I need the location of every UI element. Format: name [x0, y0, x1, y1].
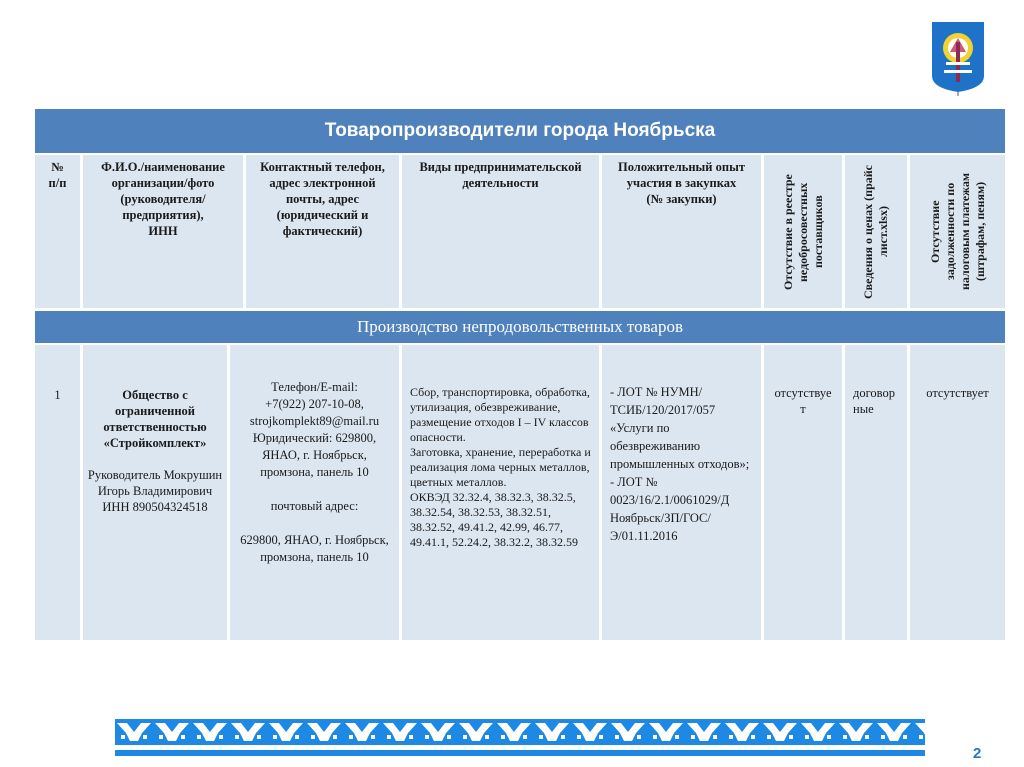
header-tax-debt	[910, 155, 1005, 308]
header-activities: Виды предпринимательской деятельности	[402, 155, 599, 308]
ornament-border	[115, 719, 925, 757]
header-tax-debt-text: Отсутствие задолженности по налоговым платежам (штрафам, пеням)	[927, 172, 987, 291]
header-registry	[764, 155, 842, 308]
row-number: 1	[35, 345, 80, 640]
section-title: Производство непродовольственных товаров	[35, 311, 1005, 343]
org-details: Руководитель Мокрушин Игорь Владимирович ИНН 890504324518	[87, 468, 223, 514]
row-registry: отсутствует	[764, 345, 842, 640]
header-organization: Ф.И.О./наименование организации/фото (руководителя/предприятия), ИНН	[83, 155, 243, 308]
row-procurement: - ЛОТ № НУМН/ТСИБ/120/2017/057 «Услуги по обезвреживанию промышленных отходов»; - ЛОТ № 0023/16/2.1/0061029/Д Ноябрьск/ЗП/ГОС/Э/01.11.2016	[602, 345, 761, 640]
row-prices: договорные	[845, 345, 907, 640]
header-procurement: Положительный опыт участия в закупках (№ закупки)	[602, 155, 761, 308]
header-prices	[845, 155, 907, 308]
org-name: Общество с ограниченной ответственностью «Стройкомплект»	[103, 388, 207, 450]
header-prices-text: Сведения о ценах (прайс лист.xlsx)	[861, 164, 890, 299]
row-activities: Сбор, транспортировка, обработка, утилизация, обезвреживание, размещение отходов I – IV классов опасности. Заготовка, хранение, переработка и реализация лома черных металлов, цветных металлов. ОКВЭД 32.32.4, 38.32.3, 38.32.5, 38.32.54, 38.32.53, 38.32.51, 38.32.52, 49.41.2, 42.99, 46.77, 49.41.1, 52.24.2, 38.32.2, 38.32.59	[402, 345, 599, 640]
row-contacts: Телефон/E-mail: +7(922) 207-10-08, strojkomplekt89@mail.ru Юридический: 629800, ЯНАО, г. Ноябрьск, промзона, панель 10 почтовый адрес: 629800, ЯНАО, г. Ноябрьск, промзона, панель 10	[230, 345, 399, 640]
page-number: 2	[973, 745, 982, 762]
header-contacts: Контактный телефон, адрес электронной почты, адрес (юридический и фактический)	[246, 155, 399, 308]
table-header-row	[35, 155, 1005, 308]
header-number: № п/п	[35, 155, 80, 308]
table-row	[35, 345, 1005, 640]
header-registry-text: Отсутствие в реестре недобросовестных поставщиков	[780, 173, 825, 290]
coat-of-arms-icon	[928, 18, 988, 98]
row-organization	[83, 345, 227, 640]
row-tax-debt: отсутствует	[910, 345, 1005, 640]
table-title: Товаропроизводители города Ноябрьска	[35, 109, 1005, 153]
